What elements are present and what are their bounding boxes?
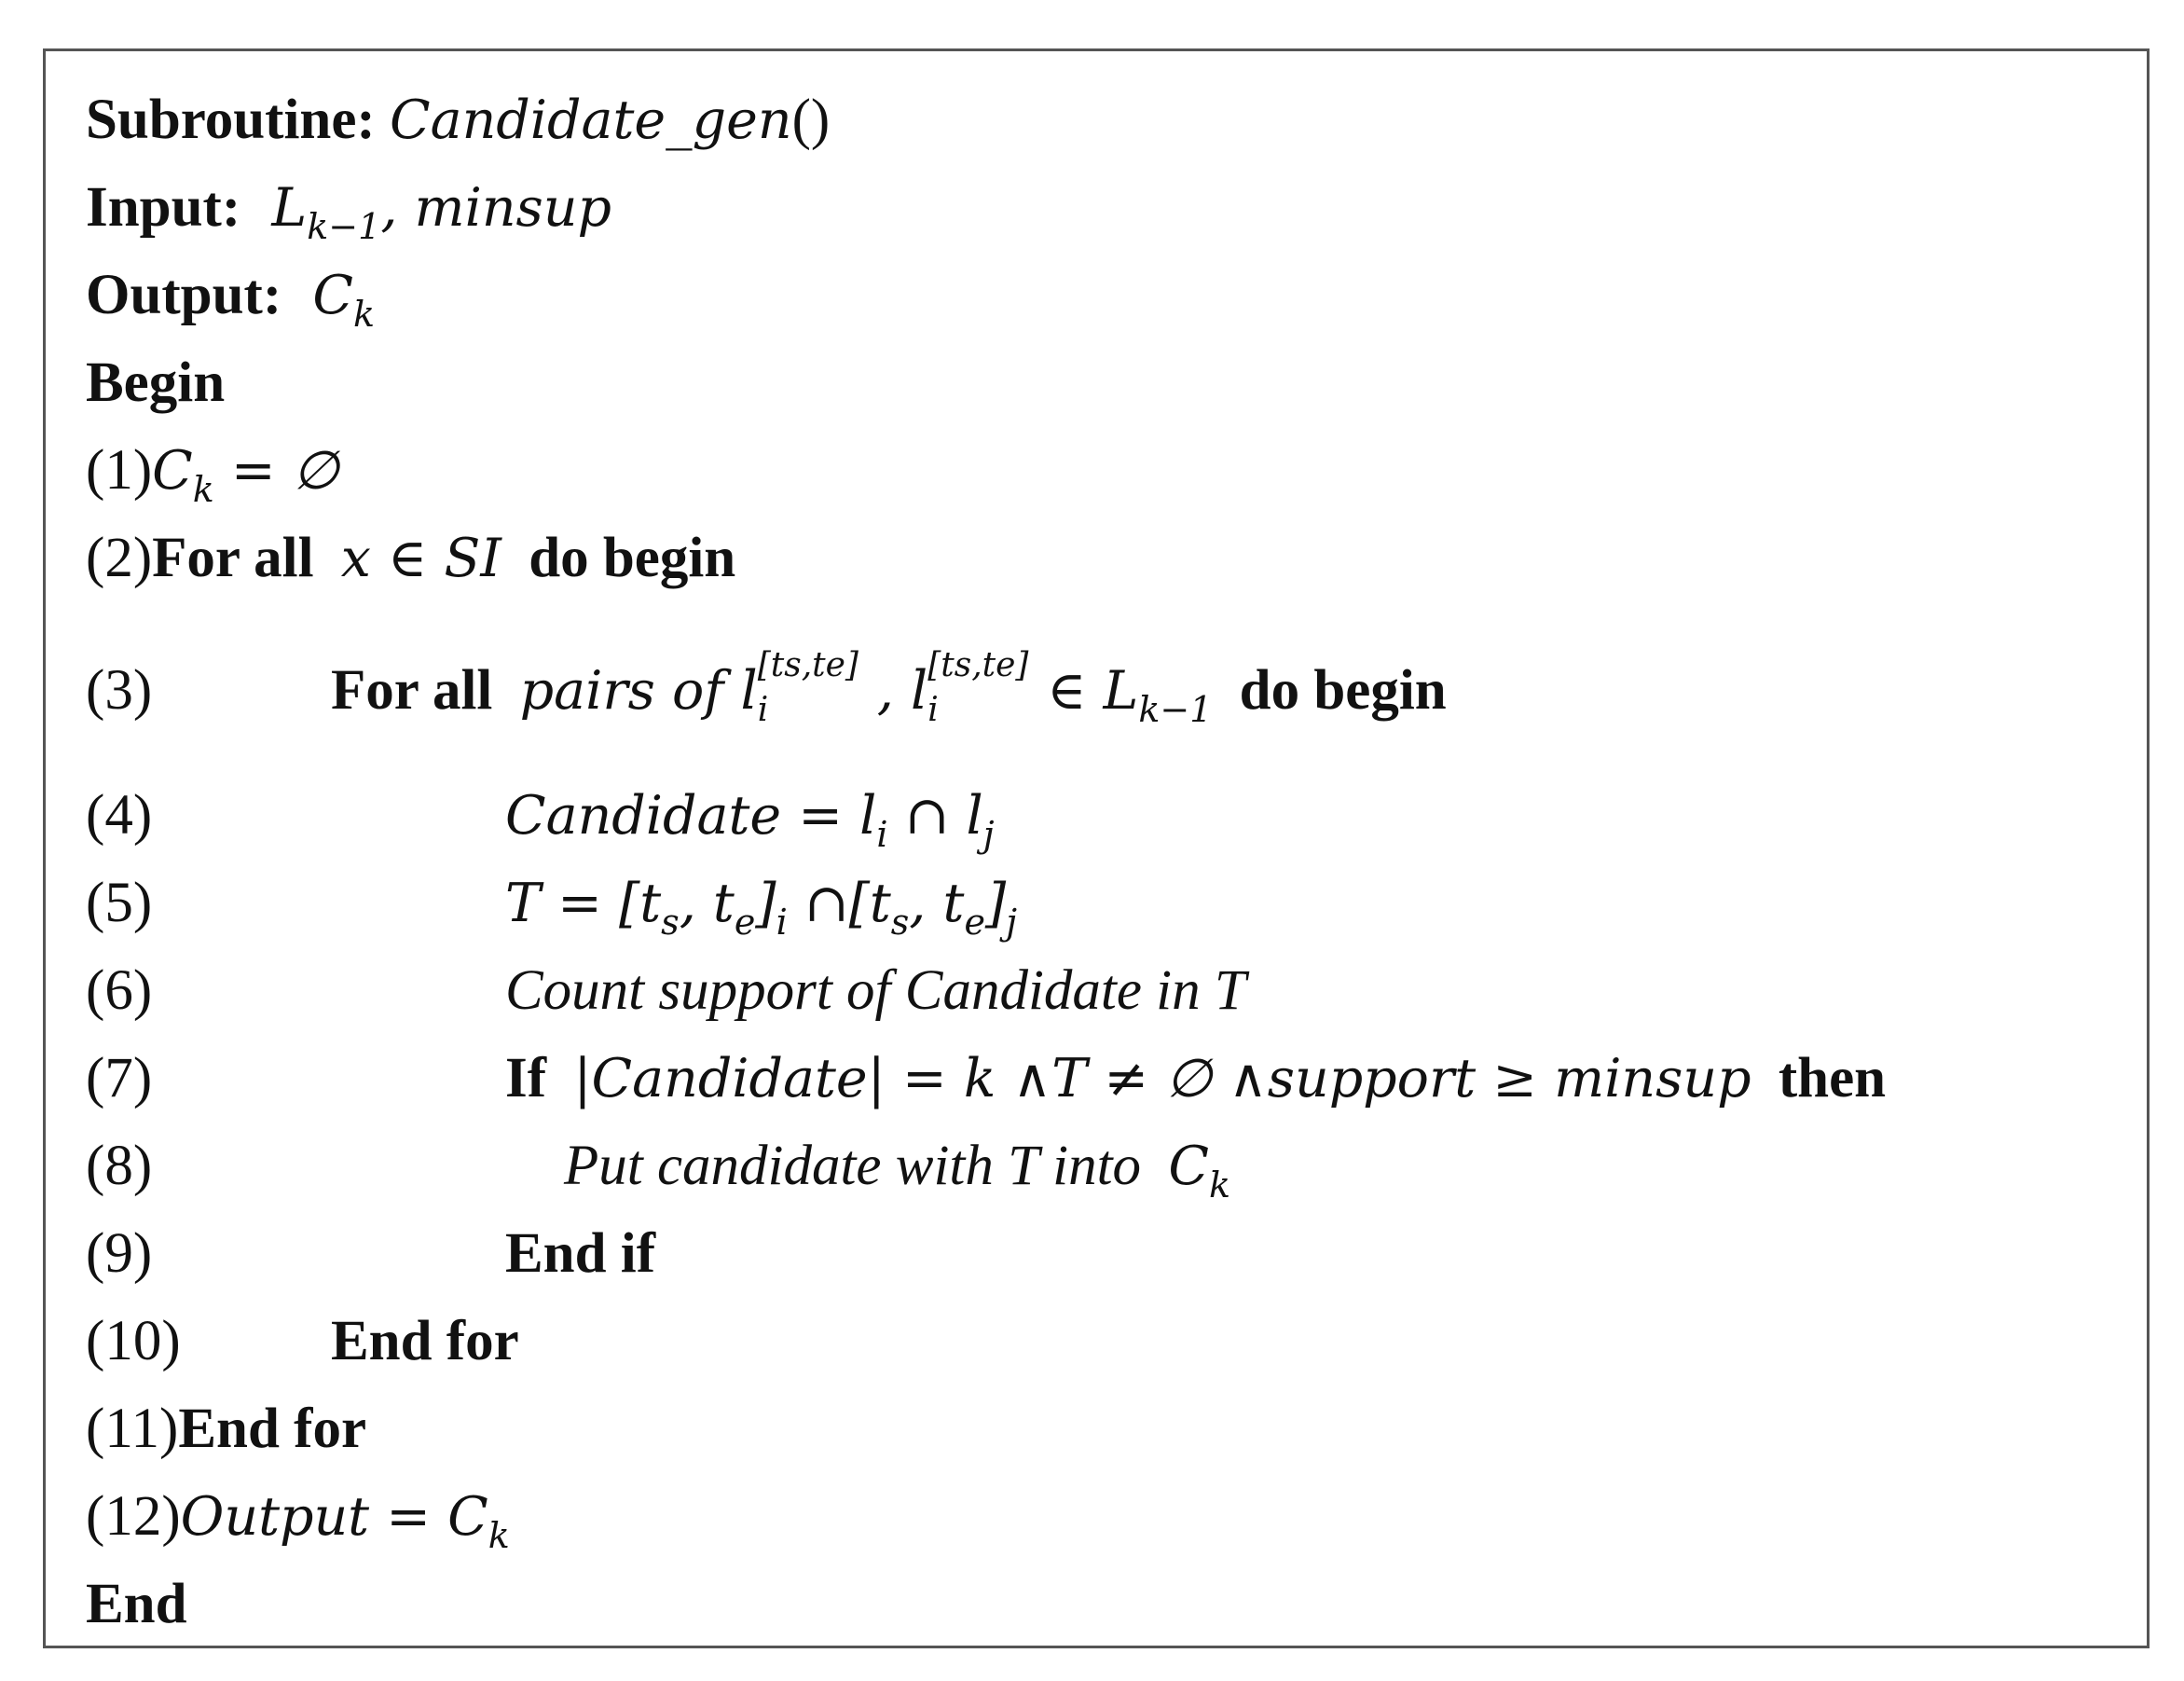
step-5-sub-s-2: s [890, 902, 910, 943]
step-10 [86, 1310, 181, 1372]
step-3-L-sub: k−1 [1138, 689, 1213, 730]
step-5 [86, 872, 153, 934]
step-1-rest: = ∅ [213, 440, 339, 502]
subroutine-label: Subroutine: [86, 89, 376, 151]
step-4 [86, 784, 153, 847]
step-3-sub-i-1: i [757, 691, 769, 729]
step-11 [86, 1398, 367, 1460]
step-3-do-begin: do begin [1239, 659, 1447, 722]
input-label: Input: [86, 176, 241, 239]
step-7 [86, 1047, 153, 1109]
step-4-number: (4) [86, 784, 153, 847]
step-3 [86, 659, 153, 722]
step-11-number: (11) [86, 1398, 179, 1460]
step-3-sup-1: [ts,te] [757, 646, 858, 684]
step-5-part-e: , t [909, 873, 965, 934]
step-2-do-begin: do begin [529, 527, 736, 589]
step-3-number: (3) [86, 659, 153, 722]
step-10-end-for: End for [331, 1310, 519, 1372]
step-3-in-L: ∈ L [1047, 660, 1139, 722]
step-6 [86, 959, 153, 1022]
step-5-sub-e-2: e [964, 902, 985, 943]
step-7-expr: |Candidate| = k ∧T ≠ ∅ ∧support ≥ minsup [573, 1048, 1751, 1109]
step-1-C: C [152, 440, 193, 502]
step-12-expr: Output = C [180, 1486, 488, 1548]
output-C-sub: k [353, 294, 376, 335]
step-9-end-if: End if [505, 1222, 656, 1285]
step-3-comma-l: , l [876, 660, 928, 722]
step-2 [86, 527, 736, 589]
begin-keyword: Begin [86, 351, 226, 414]
step-10-number: (10) [86, 1310, 181, 1372]
step-5-number: (5) [86, 872, 153, 934]
step-8 [86, 1135, 153, 1197]
step-5-part-a: T = [t [505, 873, 662, 934]
step-9 [86, 1222, 153, 1285]
step-2-number: (2) [86, 527, 153, 589]
step-4-body [505, 785, 995, 855]
step-2-for-all: For all [152, 527, 314, 589]
step-5-part-b: , t [679, 873, 735, 934]
input-L: L [271, 177, 308, 239]
step-7-if: If [505, 1047, 547, 1109]
input-rest: , minsup [380, 177, 611, 239]
step-3-sub-i-2: i [927, 691, 939, 729]
step-7-then: then [1778, 1047, 1887, 1109]
input-L-sub: k−1 [307, 206, 381, 247]
step-3-pairs-of: pairs of l [519, 660, 758, 722]
step-1-C-sub: k [192, 469, 214, 510]
step-12-C-sub: k [488, 1515, 510, 1556]
step-3-body [331, 646, 1447, 730]
subroutine-name: Candidate_gen [390, 90, 792, 151]
step-4-expr: Candidate = l [505, 785, 877, 847]
input-line [86, 176, 611, 247]
step-4-sub-j: j [982, 814, 995, 855]
output-C: C [312, 265, 354, 326]
step-4-sub-i: i [876, 814, 888, 855]
step-11-end-for: End for [178, 1398, 367, 1460]
step-9-number: (9) [86, 1222, 153, 1285]
step-5-part-d: ∩[t [787, 873, 891, 934]
step-8-text: Put candidate with T into [564, 1135, 1142, 1197]
step-6-text: Count support of Candidate in T [505, 959, 1246, 1022]
step-1-number: (1) [86, 439, 153, 502]
step-12-number: (12) [86, 1485, 181, 1548]
step-8-number: (8) [86, 1135, 153, 1197]
step-12 [86, 1485, 510, 1556]
step-3-sup-2: [ts,te] [927, 646, 1029, 684]
end-keyword: End [86, 1573, 187, 1635]
step-4-mid: ∩ l [887, 785, 983, 847]
output-line [86, 264, 376, 335]
subroutine-parens: () [791, 89, 831, 151]
step-7-number: (7) [86, 1047, 153, 1109]
step-5-body [505, 873, 1017, 943]
step-7-body [505, 1047, 1887, 1109]
step-1 [86, 439, 339, 510]
step-5-sub-s-1: s [661, 902, 680, 943]
step-8-body [564, 1135, 1230, 1206]
step-3-for-all: For all [331, 659, 493, 722]
step-8-C-sub: k [1208, 1164, 1230, 1206]
step-5-part-c: ] [755, 873, 776, 934]
step-5-sub-j: j [1006, 902, 1017, 943]
step-2-expr: x ∈ SI [340, 528, 501, 589]
step-8-C: C [1168, 1136, 1209, 1197]
subroutine-line [86, 89, 831, 151]
output-label: Output: [86, 264, 282, 326]
step-5-sub-i: i [776, 902, 788, 943]
step-5-sub-e-1: e [734, 902, 756, 943]
step-5-part-f: ] [984, 873, 1007, 934]
step-6-number: (6) [86, 959, 153, 1022]
